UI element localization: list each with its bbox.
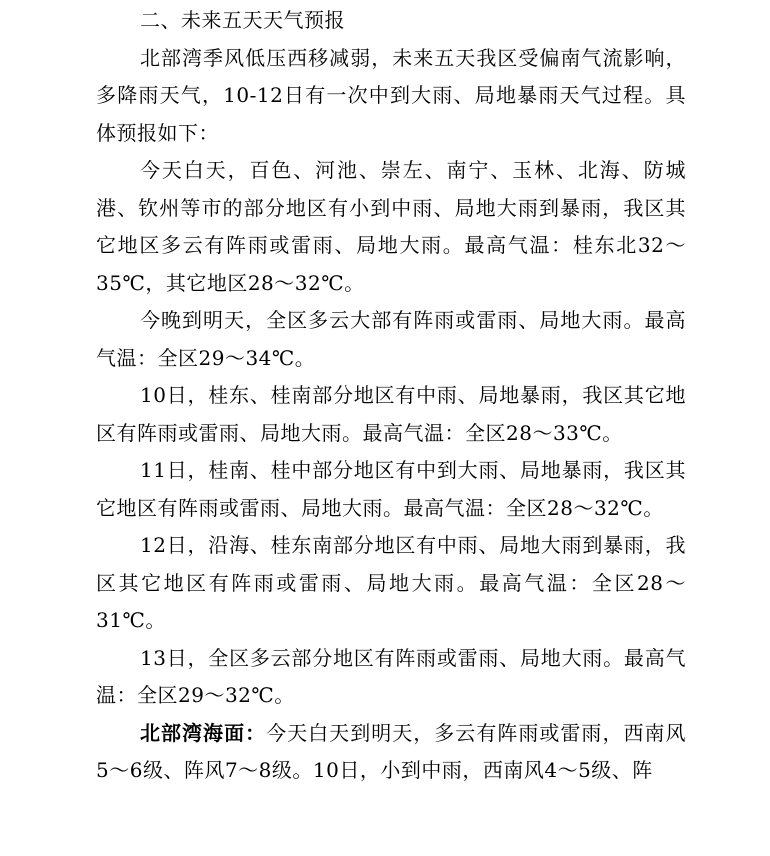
forecast-tonight: 今晚到明天，全区多云大部有阵雨或雷雨、局地大雨。最高气温：全区29～34℃。: [96, 308, 686, 370]
forecast-today: 今天白天，百色、河池、崇左、南宁、玉林、北海、防城港、钦州等市的部分地区有小到中雨、局地大雨到暴雨，我区其它地区多云有阵雨或雷雨、局地大雨。最高气温：桂东北32～35℃，其它地区28～32℃。: [96, 158, 686, 295]
intro-paragraph: 北部湾季风低压西移减弱，未来五天我区受偏南气流影响，多降雨天气，10-12日有一次中到大雨、局地暴雨天气过程。具体预报如下：: [96, 45, 686, 145]
forecast-day-13: 13日，全区多云部分地区有阵雨或雷雨、局地大雨。最高气温：全区29～32℃。: [96, 645, 686, 707]
forecast-day-11: 11日，桂南、桂中部分地区有中到大雨、局地暴雨，我区其它地区有阵雨或雷雨、局地大雨。最高气温：全区28～32℃。: [96, 458, 686, 520]
forecast-day-12: 12日，沿海、桂东南部分地区有中雨、局地大雨到暴雨，我区其它地区有阵雨或雷雨、局地大雨。最高气温：全区28～31℃。: [96, 533, 686, 632]
sea-forecast-paragraph: [96, 715, 686, 790]
forecast-day-10: 10日，桂东、桂南部分地区有中雨、局地暴雨，我区其它地区有阵雨或雷雨、局地大雨。最高气温：全区28～33℃。: [96, 383, 686, 445]
sea-forecast-label: 北部湾海面：: [140, 720, 267, 745]
document-page: [96, 2, 686, 790]
section-heading: 二、未来五天天气预报: [140, 8, 345, 32]
sea-forecast-text: 今天白天到明天，多云有阵雨或雷雨，西南风5～6级、阵风7～8级。10日，小到中雨，西南风4～5级、阵: [96, 720, 687, 782]
